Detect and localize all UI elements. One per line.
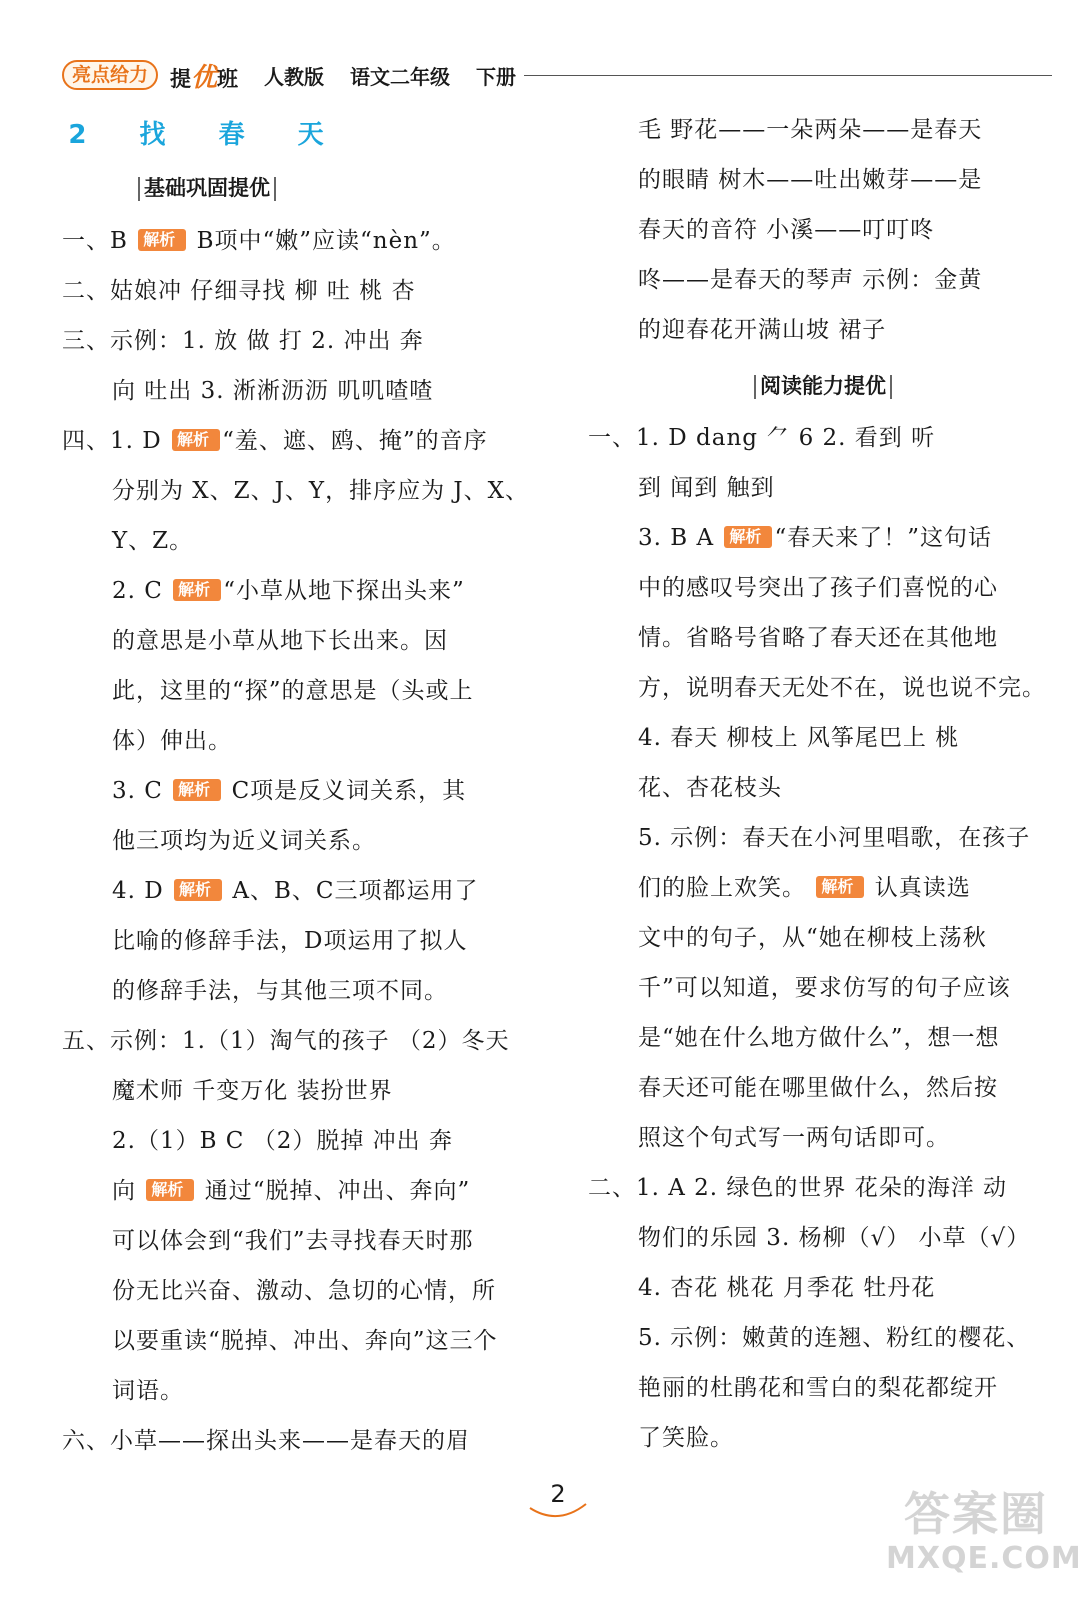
answer-line: 份无比兴奋、激动、急切的心情，所	[112, 1278, 496, 1304]
header-rule	[524, 75, 1052, 76]
analysis-tag: 解析 ·	[172, 429, 220, 451]
answer-line: 的意思是小草从地下长出来。因	[112, 628, 448, 654]
answer-line: 中的感叹号突出了孩子们喜悦的心	[638, 575, 998, 601]
answer-line: 5. 示例：嫩黄的连翘、粉红的樱花、	[638, 1325, 1031, 1351]
answer-line: 他三项均为近义词关系。	[112, 828, 376, 854]
answer-line: 2. C 解析 · “小草从地下探出头来”	[112, 571, 465, 611]
edition-label: 人教版	[264, 64, 325, 89]
answer-line: 的眼睛 树木——吐出嫩芽——是	[638, 167, 983, 193]
answer-line: 们的脸上欢笑。 解析 · 认真读选	[638, 868, 971, 908]
answer-line: 千”可以知道，要求仿写的句子应该	[638, 975, 1011, 1001]
subject-label: 语文二年级	[350, 64, 451, 89]
answer-line: 方，说明春天无处不在，说也说不完。	[638, 675, 1046, 701]
answer-line: 2.（1）B C （2）脱掉 冲出 奔	[112, 1128, 453, 1154]
answer-line: 一、1. D dang ⺈ 6 2. 看到 听	[588, 425, 936, 451]
answer-line: 3. B A 解析 · “春天来了！”这句话	[638, 518, 992, 558]
answer-line: 此，这里的“探”的意思是（头或上	[112, 678, 474, 704]
answer-line: 词语。	[112, 1378, 184, 1404]
answer-line: 了笑脸。	[638, 1425, 734, 1451]
answer-line: 文中的句子，从“她在柳枝上荡秋	[638, 925, 987, 951]
answer-line: 四、1. D 解析 · “羞、遮、鸥、掩”的音序	[62, 421, 488, 461]
section-basic-label: 基础巩固提优	[144, 176, 270, 200]
answer-line: 艳丽的杜鹃花和雪白的梨花都绽开	[638, 1375, 998, 1401]
answer-line: 五、示例：1.（1）淘气的孩子 （2）冬天	[62, 1028, 510, 1054]
answer-line: 4. 春天 柳枝上 风筝尾巴上 桃	[638, 725, 960, 751]
watermark-line1: 答案圈	[904, 1487, 1048, 1541]
answer-line: 向 解析 · 通过“脱掉、冲出、奔向”	[112, 1171, 470, 1211]
answer-line: 向 吐出 3. 淅淅沥沥 叽叽喳喳	[112, 378, 434, 404]
brand-prefix: 提	[170, 66, 192, 91]
answer-line: 魔术师 千变万化 装扮世界	[112, 1078, 393, 1104]
answer-line: 到 闻到 触到	[638, 475, 775, 501]
analysis-tag: 解析 ·	[816, 876, 864, 898]
answer-line: 4. 杏花 桃花 月季花 牡丹花	[638, 1275, 936, 1301]
answer-line: 三、示例：1. 放 做 打 2. 冲出 奔	[62, 328, 424, 354]
answer-line: 以要重读“脱掉、冲出、奔向”这三个	[112, 1328, 498, 1354]
watermark-logo	[886, 1478, 1082, 1576]
answer-line: 物们的乐园 3. 杨柳（√） 小草（√）	[638, 1225, 1031, 1251]
answer-line: 是“她在什么地方做什么”，想一想	[638, 1025, 1000, 1051]
brand-name	[170, 57, 238, 94]
analysis-tag: 解析 ·	[173, 779, 221, 801]
answer-line: 4. D 解析 · A、B、C三项都运用了	[112, 871, 479, 911]
section-title-reading	[588, 370, 1058, 400]
answer-line: 5. 示例：春天在小河里唱歌，在孩子	[638, 825, 1031, 851]
page-number-swoosh	[526, 1500, 590, 1524]
answer-line: Y、Z。	[112, 528, 194, 554]
answer-line: 情。省略号省略了春天还在其他地	[638, 625, 998, 651]
section-title-basic	[62, 172, 352, 202]
answer-line: 照这个句式写一两句话即可。	[638, 1125, 950, 1151]
brand-badge: 亮点给力	[62, 60, 158, 90]
analysis-tag: 解析 ·	[724, 526, 772, 548]
brand-suffix: 班	[217, 66, 239, 91]
analysis-tag: 解析 ·	[138, 229, 186, 251]
answer-line: 的迎春花开满山坡 裙子	[638, 317, 887, 343]
answer-line: 体）伸出。	[112, 728, 232, 754]
answer-line: 六、小草——探出头来——是春天的眉	[62, 1428, 470, 1454]
page-number: 2	[550, 1480, 566, 1508]
answer-line: 二、姑娘冲 仔细寻找 柳 吐 桃 杏	[62, 278, 416, 304]
answer-line: 一、B 解析 · B项中“嫩”应读“nèn”。	[62, 221, 456, 261]
watermark-line2: MXQE.COM	[886, 1541, 1082, 1576]
analysis-tag: 解析 ·	[173, 579, 221, 601]
analysis-tag: 解析 ·	[146, 1179, 194, 1201]
answer-line: 分别为 X、Z、J、Y，排序应为 J、X、	[112, 478, 529, 504]
answer-line: 毛 野花——一朵两朵——是春天	[638, 117, 983, 143]
section-reading-label: 阅读能力提优	[760, 374, 886, 398]
brand-accent: 优	[191, 62, 218, 93]
lesson-title: 2 找 春 天	[68, 120, 346, 150]
answer-line: 可以体会到“我们”去寻找春天时那	[112, 1228, 474, 1254]
volume-label: 下册	[476, 64, 517, 89]
answer-line: 3. C 解析 · C项是反义词关系，其	[112, 771, 466, 811]
page-header	[62, 58, 1052, 92]
answer-line: 比喻的修辞手法，D项运用了拟人	[112, 928, 468, 954]
answer-line: 花、杏花枝头	[638, 775, 782, 801]
answer-line: 春天的音符 小溪——叮叮咚	[638, 217, 935, 243]
answer-line: 咚——是春天的琴声 示例：金黄	[638, 267, 983, 293]
answer-line: 二、1. A 2. 绿色的世界 花朵的海洋 动	[588, 1175, 1008, 1201]
analysis-tag: 解析 ·	[174, 879, 222, 901]
answer-line: 的修辞手法，与其他三项不同。	[112, 978, 448, 1004]
answer-line: 春天还可能在哪里做什么，然后按	[638, 1075, 998, 1101]
